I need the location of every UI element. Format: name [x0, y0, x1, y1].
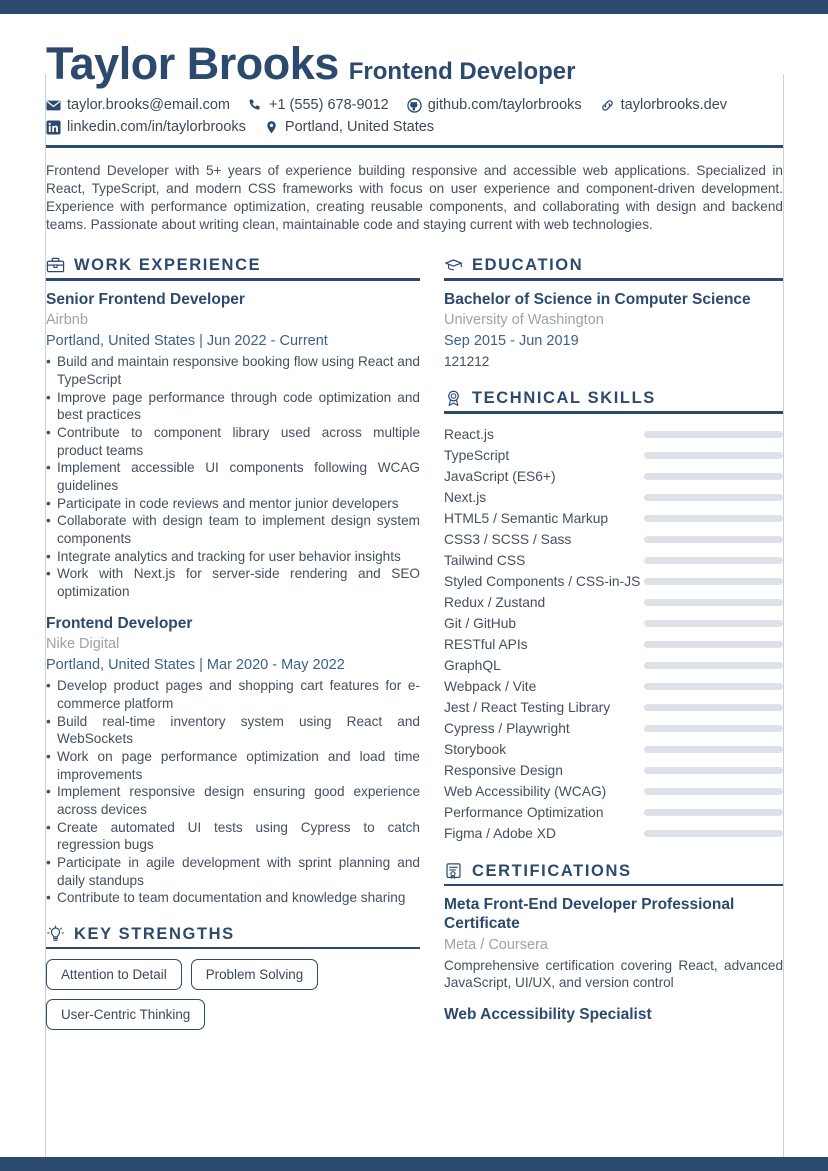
work-bullet: • Implement accessible UI components following WCAG guidelines [46, 459, 420, 494]
skill-name: Webpack / Vite [444, 678, 537, 694]
skill-row [444, 424, 783, 445]
skill-bar-track [644, 431, 783, 438]
name-line [46, 40, 783, 87]
section-education [444, 256, 783, 371]
education-title: EDUCATION [472, 256, 584, 275]
skill-row [444, 823, 783, 844]
work-bullet: • Work on page performance optimization and load time improvements [46, 748, 420, 783]
certification-name: Web Accessibility Specialist [444, 1006, 652, 1024]
skill-row [444, 760, 783, 781]
skill-name: Web Accessibility (WCAG) [444, 783, 607, 799]
contact-phone[interactable] [248, 97, 389, 113]
certifications-header [444, 862, 783, 881]
body-columns [46, 256, 783, 1048]
skill-name: Jest / React Testing Library [444, 699, 611, 715]
key-strengths-title: KEY STRENGTHS [74, 924, 235, 943]
skill-name: Redux / Zustand [444, 594, 546, 610]
skill-row [444, 781, 783, 802]
skill-row [444, 655, 783, 676]
skill-bar-track [644, 641, 783, 648]
skill-row [444, 487, 783, 508]
skill-name: Cypress / Playwright [444, 720, 570, 736]
key-strengths-chips [46, 959, 420, 1030]
contact-row-1 [46, 97, 783, 113]
skill-bar-track [644, 788, 783, 795]
contact-row-2 [46, 119, 783, 135]
bottom-accent-bar [0, 1157, 828, 1171]
skill-bar-track [644, 494, 783, 501]
skill-name: Storybook [444, 741, 507, 757]
linkedin-icon [46, 120, 61, 135]
skill-bar-track [644, 473, 783, 480]
skill-bar-track [644, 683, 783, 690]
resume-header [46, 40, 783, 234]
work-entry [46, 615, 420, 907]
lightbulb-icon [46, 925, 65, 944]
contact-location [264, 119, 434, 135]
skill-bar-track [644, 536, 783, 543]
work-bullet: • Participate in code reviews and mentor junior developers [46, 495, 420, 513]
work-bullet: • Contribute to component library used across multiple product teams [46, 424, 420, 459]
certification-description: Comprehensive certification covering React, advanced JavaScript, UI/UX, and version control [444, 957, 783, 991]
skill-name: Git / GitHub [444, 615, 517, 631]
contact-email-text: taylor.brooks@email.com [67, 97, 230, 114]
certification-issuer: Meta / Coursera [444, 936, 548, 953]
section-work-experience [46, 256, 420, 907]
education-rule [444, 278, 783, 281]
top-accent-bar [0, 0, 828, 14]
education-school: University of Washington [444, 312, 604, 329]
skills-list [444, 424, 783, 844]
skill-bar-track [644, 704, 783, 711]
skill-bar-track [644, 767, 783, 774]
education-entry [444, 291, 783, 372]
contact-github-text: github.com/taylorbrooks [427, 97, 582, 114]
work-company: Nike Digital [46, 636, 120, 653]
section-key-strengths [46, 925, 420, 1031]
skill-name: Responsive Design [444, 762, 563, 778]
skill-row [444, 718, 783, 739]
technical-skills-title: TECHNICAL SKILLS [472, 389, 656, 408]
skill-bar-track [644, 809, 783, 816]
skill-name: Tailwind CSS [444, 552, 526, 568]
contact-location-text: Portland, United States [284, 119, 435, 136]
skill-name: RESTful APIs [444, 636, 528, 652]
work-bullet: • Collaborate with design team to implement design system components [46, 512, 420, 547]
work-bullet: • Implement responsive design ensuring good experience across devices [46, 783, 420, 818]
work-bullet: • Integrate analytics and tracking for user behavior insights [46, 548, 420, 566]
skill-row [444, 529, 783, 550]
skill-row [444, 592, 783, 613]
certification-entry [444, 896, 783, 992]
skill-name: Next.js [444, 489, 487, 505]
skill-bar-track [644, 725, 783, 732]
education-extra: 121212 [444, 354, 490, 370]
skill-bar-track [644, 557, 783, 564]
skill-bar-track [644, 620, 783, 627]
skill-bar-track [644, 515, 783, 522]
skill-name: TypeScript [444, 447, 510, 463]
section-technical-skills [444, 389, 783, 844]
work-bullet: • Contribute to team documentation and knowledge sharing [46, 889, 420, 907]
education-header [444, 256, 783, 275]
skill-name: React.js [444, 426, 494, 442]
certification-entry [444, 1006, 783, 1025]
right-column [444, 256, 783, 1043]
graduation-cap-icon [444, 256, 463, 275]
right-gutter-line [783, 74, 784, 1157]
skill-name: JavaScript (ES6+) [444, 468, 556, 484]
skill-name: Performance Optimization [444, 804, 604, 820]
skill-row [444, 802, 783, 823]
work-meta: Portland, United States | Mar 2020 - May 2022 [46, 657, 345, 674]
header-divider [46, 145, 783, 148]
professional-summary: Frontend Developer with 5+ years of experience building responsive and accessible web applications. Specialized in React, TypeScript, and modern CSS frameworks with focus on user experience and component-driven development. Experience with performance optimization, creating reusable components, and collaborating with design and backend teams. Passionate about writing clean, maintainable code and staying current with web technologies. [46, 162, 783, 232]
envelope-icon [46, 98, 61, 113]
section-certifications [444, 862, 783, 1025]
certifications-rule [444, 884, 783, 887]
certifications-title: CERTIFICATIONS [472, 861, 632, 880]
strength-chip: User-Centric Thinking [46, 999, 205, 1030]
work-entry [46, 291, 420, 601]
phone-icon [248, 98, 263, 113]
skill-row [444, 508, 783, 529]
work-meta: Portland, United States | Jun 2022 - Current [46, 333, 328, 350]
skill-row [444, 445, 783, 466]
skill-bar-track [644, 452, 783, 459]
key-strengths-header [46, 925, 420, 944]
skill-row [444, 634, 783, 655]
technical-skills-rule [444, 411, 783, 414]
contact-phone-text: +1 (555) 678-9012 [269, 97, 389, 114]
skill-row [444, 697, 783, 718]
work-bullets [46, 353, 420, 600]
resume-content [46, 40, 783, 1048]
skill-bar-track [644, 578, 783, 585]
work-bullet: • Build and maintain responsive booking flow using React and TypeScript [46, 353, 420, 388]
skill-bar-track [644, 599, 783, 606]
skill-name: GraphQL [444, 657, 501, 673]
key-strengths-rule [46, 947, 420, 950]
contact-website[interactable] [600, 97, 727, 113]
work-bullet: • Develop product pages and shopping cart features for e-commerce platform [46, 677, 420, 712]
skill-bar-track [644, 746, 783, 753]
certification-name: Meta Front-End Developer Professional Certificate [444, 896, 735, 932]
certificate-icon [444, 862, 463, 881]
work-role: Senior Frontend Developer [46, 290, 245, 308]
work-bullet: • Improve page performance through code optimization and best practices [46, 389, 420, 424]
skill-row [444, 571, 783, 592]
skill-row [444, 466, 783, 487]
work-experience-header [46, 256, 420, 275]
contact-linkedin[interactable] [46, 119, 246, 135]
work-bullets [46, 677, 420, 907]
skill-name: Figma / Adobe XD [444, 825, 556, 841]
contact-website-text: taylorbrooks.dev [620, 97, 728, 114]
candidate-name: Taylor Brooks [46, 38, 339, 89]
skill-badge-icon [444, 389, 463, 408]
briefcase-icon [46, 256, 65, 275]
contact-linkedin-text: linkedin.com/in/taylorbrooks [67, 119, 246, 136]
education-dates: Sep 2015 - Jun 2019 [444, 333, 579, 350]
work-bullet: • Participate in agile development with sprint planning and daily standups [46, 854, 420, 889]
skill-name: CSS3 / SCSS / Sass [444, 531, 572, 547]
left-column [46, 256, 420, 1048]
skill-name: HTML5 / Semantic Markup [444, 510, 609, 526]
work-bullet: • Create automated UI tests using Cypress to catch regression bugs [46, 819, 420, 854]
work-bullet: • Work with Next.js for server-side rendering and SEO optimization [46, 565, 420, 600]
link-icon [600, 98, 615, 113]
work-company: Airbnb [46, 312, 88, 329]
skill-row [444, 550, 783, 571]
location-pin-icon [264, 120, 279, 135]
skill-name: Styled Components / CSS-in-JS [444, 573, 641, 589]
candidate-job-title: Frontend Developer [348, 58, 576, 85]
work-role: Frontend Developer [46, 614, 193, 632]
skill-bar-track [644, 830, 783, 837]
contact-rows [46, 97, 783, 135]
strength-chip: Problem Solving [191, 959, 319, 990]
work-experience-rule [46, 278, 420, 281]
contact-email[interactable] [46, 97, 230, 113]
education-degree: Bachelor of Science in Computer Science [444, 290, 751, 308]
github-icon [407, 98, 422, 113]
skill-row [444, 613, 783, 634]
skill-row [444, 676, 783, 697]
contact-github[interactable] [407, 97, 582, 113]
skill-row [444, 739, 783, 760]
work-bullet: • Build real-time inventory system using React and WebSockets [46, 713, 420, 748]
skill-bar-track [644, 662, 783, 669]
technical-skills-header [444, 389, 783, 408]
strength-chip: Attention to Detail [46, 959, 182, 990]
work-experience-title: WORK EXPERIENCE [74, 256, 262, 275]
